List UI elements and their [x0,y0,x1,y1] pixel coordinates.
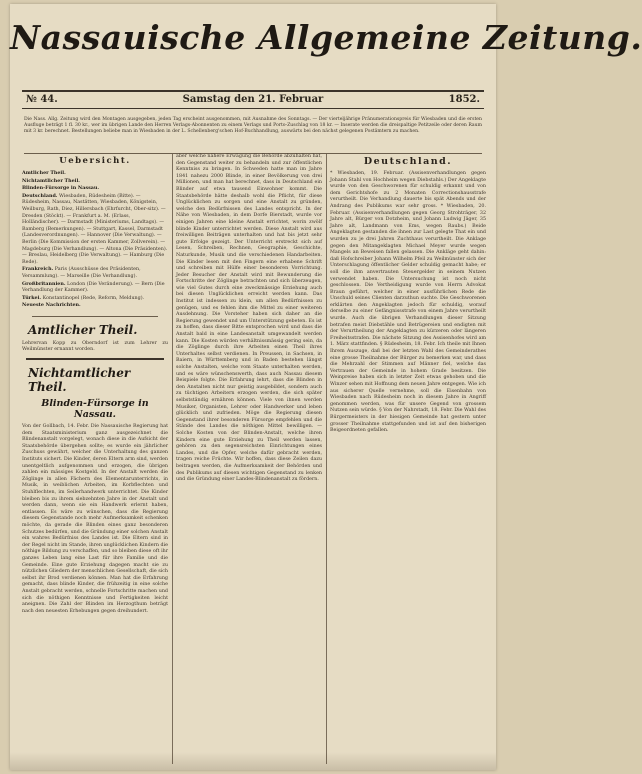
germany-news-text: * Wiesbaden, 19. Februar. (Assisenverhandlungen gegen Johann Stahl von Hochheim wegen Diebstahls.) Der Angeklagte wurde von den Geschworenen für schuldig erkannt und von dem Gerichtshofe zu 2 Monaten Correctionshausstrafe verurtheilt. Die Verhandlung dauerte bis spät Abends und der Andrang des Publikums war sehr gross. * Wiesbaden, 20. Februar. (Assisenverhandlungen gegen Georg Strohträger, 32 Jahre alt, Bürger von Dotzheim, und Johann Ludwig Jäger, 35 Jahre alt, Landmann von Ems, wegen Raubs.) Beide Angeklagten gestanden die ihnen zur Last gelegte That ein und wurden zu je drei Jahren Zuchthaus verurtheilt. Die Anklage gegen den Mitangeklagten Michael Meyer wurde wegen Mangels an Beweisen fallen gelassen. Die Ankläge geht dahin: daß Hofschreiber Johann Wilhelm Pfeil zu Weilmünster sich der Unterschlagung öffentlicher Gelder schuldig gemacht habe; er soll die ihm anvertrauten Steuergelder in seinem Nutzen verwendet haben. Die Untersuchung ist noch nicht geschlossen. Die Vertheidigung wurde von Herrn Advokat Braun geführt, welcher in einer ausführlichen Rede die Unschuld seines Clienten darzuthun suchte. Die Geschworenen erklärten den Angeklagten jedoch für schuldig, worauf derselbe zu einer Gefängnissstrafe von einem Jahre verurtheilt wurde. Auch die übrigen Verhandlungen dieser Sitzung betrafen meist Diebstähle und Betrügereien und endigten mit der Verurtheilung der Angeklagten zu kürzeren oder längeren Freiheitsstrafen. Die nächste Sitzung des Assisenhofes wird am 1. März stattfinden. § Rüdesheim, 18. Febr. Ich theile mit Ihnen Ihrem Auszuge, daß bei der letzten Wahl des Gemeinderathes eine grosse Theilnahme der Bürger zu bemerken war, und dass die Mehrzahl der Stimmen auf Männer fiel, welche das Vertrauen der Gemeinde in hohem Grade besitzen. Die Weinpreise haben sich in letzter Zeit etwas gehoben und die Winzer sehen mit Hoffnung dem neuen Jahre entgegen. Wie ich aus sicherer Quelle vernehme, soll die Eisenbahn von Wiesbaden nach Rüdesheim noch in diesem Jahre in Angriff genommen werden, was für unsere Gegend von grossem Nutzen sein würde. § Von der Nahrstadt, 18. Febr. Die Wahl des Bürgermeisters in der hiesigen Gemeinde hat gestern unter grosser Theilnahme stattgefunden und ist auf den bisherigen Beigeordneten gefallen. [330,171,486,434]
toc-entry-body: London (Die Veränderung). — Bern (Die Verhandlung der Kammer). [22,281,165,294]
dateline-bar [22,90,484,109]
column-3 [330,154,486,764]
issue-number: № 44. [26,94,58,105]
nonofficial-section-title: Nichtamtlicher Theil. [28,366,131,395]
toc-entry-title: Blinden-Fürsorge in Nassau. [22,185,100,192]
article-text: Von der Gollbach, 14. Febr. Die Nassauische Regierung hat dem Staatsministerium ganz ausgezeichnet die Blindenanstalt vorgelegt, wonach diese in die Aufsicht der Staatsbehörde übergehen sollte; es wurde ein jährlicher Zuschuss gewährt, welcher die Unterhaltung des ganzen Instituts sichert. Die Kinder, deren Eltern arm sind, werden unentgeltlich aufgenommen und erzogen, die übrigen zahlen ein mässiges Kostgeld. In der Anstalt werden die Zöglinge in allen Fächern des Elementarunterrichts, in Musik, in weiblichen Arbeiten, im Korbflechten und Stuhlflechten, im Seilerhandwerk unterrichtet. Die Kinder bleiben bis zu ihrem siebzehnten Jahre in der Anstalt und werden dann, wenn sie ein Handwerk erlernt haben, entlassen. Es wäre zu wünschen, dass die Regierung diesem Gegenstande noch mehr Aufmerksamkeit schenken möchte, da gerade die Blinden eines ganz besonderen Schutzes bedürfen, und die Gründung einer solchen Anstalt ein wahres Bedürfniss des Landes ist. Die Eltern sind in der Regel nicht im Stande, ihren unglücklichen Kindern die nöthige Bildung zu verschaffen, und so bleiben diese oft ihr ganzes Leben lang eine Last für ihre Familie und die Gemeinde. Eine gute Erziehung dagegen macht sie zu nützlichen Gliedern der menschlichen Gesellschaft, die sich selbst ihr Brod verdienen können. Man hat die Erfahrung gemacht, dass blinde Kinder, die frühzeitig in eine solche Anstalt gebracht werden, schnelle Fortschritte machen und sich die nöthigen Kenntnisse und Fertigkeiten leicht aneignen. Die Zahl der Blinden im Herzogthum beträgt nach den neuesten Erhebungen gegen dreihundert. [22,424,168,614]
toc-entry [22,185,168,193]
toc-entry-body: Wiesbaden, Rüdesheim (Bitte). — Rüdesheim, Nassau, Nastätten, Wiesbaden, Königstein, Weilburg, Rath, Diez, Hillersbach (Ehrfurcht, Ober-sitz). — Dresden (Stöckt). — Frankfurt a. M. (Erlass, Holländischer). — Darmstadt (Ministeriums, Landtags). — Bamberg (Bemerkungen). — Stuttgart, Kassel, Darmstadt (Landesverordnungen). — Hannover (Die Verwaltung). — Berlin (Die Kommission der ersten Kammer, Zollverein). — Magdeburg (Die Verhandlung). — Altona (Die Präsidenten). — Breslau, Heidelberg (Die Verwaltung). — Hamburg (Die Rede). [22,193,168,265]
column-rule-2 [326,154,327,764]
toc-entry [22,266,168,280]
toc-entry-body: Paris (Ausschüsse des Präsidenten, Versammlung). — Marseille (Die Verhandlung). [22,267,141,279]
column-2 [176,154,322,764]
toc-entry-title: Deutschland. [22,192,58,199]
toc-entry [22,193,168,267]
official-notice-text: Lehrervan Kopp zu Oberndorf ist zum Lehrer zu Weilmünster ernannt worden. [22,340,168,353]
table-of-contents [22,170,168,310]
toc-entry [22,295,168,303]
toc-entry [22,170,168,178]
column-rule-1 [172,154,173,764]
toc-entry-title: Großbritannien. [22,280,66,287]
column-1 [22,154,168,764]
article-continuation-text: aber welche nähere Erwägung die Behörde abzuhalten hat, den Gegenstand weiter zu behandeln und zur öffentlichen Kenntniss zu bringen. In Schweden hatte man im Jahre 1841 nahezu 2000 Blinde, in einer Bevölkerung von drei Millionen, und man hat berechnet, dass in Deutschland ein Blinder auf etwa tausend Einwohner kommt. Die Staatsbehörde hätte deshalb wohl die Pflicht, für diese Unglücklichen zu sorgen und eine Anstalt zu gründen, welche den Bedürfnissen des Landes entspricht. In der Nähe von Wiesbaden, in dem Dorfe Bierstadt, wurde vor einigen Jahren eine kleine Anstalt errichtet, worin zwölf blinde Kinder unterrichtet werden. Diese Anstalt wird aus freiwilligen Beiträgen unterhalten und hat bis jetzt sehr gute Erfolge gezeigt. Der Unterricht erstreckt sich auf Lesen, Schreiben, Rechnen, Geographie, Geschichte, Naturkunde, Musik und die verschiedenen Handarbeiten. Die Kinder lesen mit den Fingern eine erhabene Schrift und schreiben mit Hülfe einer besonderen Vorrichtung. Jeder Besucher der Anstalt wird mit Bewunderung die Fortschritte der Zöglinge betrachten und sich überzeugen, wie viel Gutes durch eine zweckmässige Erziehung auch bei diesen Unglücklichen erreicht werden kann. Das Institut ist indessen zu klein, um allen Bedürfnissen zu genügen, und es fehlen ihm die Mittel zu einer weiteren Ausdehnung. Die Vorsteher haben sich daher an die Regierung gewendet und um Unterstützung gebeten. Es ist zu hoffen, dass dieser Bitte entsprochen wird und dass die Anstalt bald in eine Landesanstalt umgewandelt werden kann. Die Kosten würden verhältnissmässig gering sein, da die Zöglinge durch ihre Arbeiten einen Theil ihres Unterhaltes selbst verdienen. In Preussen, in Sachsen, in Baiern, in Württemberg und in Baden bestehen längst solche Anstalten, welche vom Staate unterhalten werden, und es wäre wünschenswerth, dass auch Nassau diesem Beispiele folgte. Die Erfahrung lehrt, dass die Blinden in den Anstalten nicht nur geistig ausgebildet, sondern auch zu tüchtigen Arbeitern erzogen werden, die sich später selbstständig ernähren können. Viele von ihnen werden Musiker, Organisten, Lehrer oder Handwerker und leben glücklich und zufrieden. Möge die Regierung diesen Gegenstand ihrer besonderen Fürsorge empfehlen und die Stände des Landes die nöthigen Mittel bewilligen. — Solche Kosten von der Blinden-Anstalt, welche ihren Kindern eine gute Erziehung zu Theil werden lassen, gehören zu den segensreichsten Einrichtungen eines Landes, und die Opfer, welche dafür gebracht werden, tragen reiche Früchte. Wir hoffen, dass diese Zeilen dazu beitragen werden, die Aufmerksamkeit der Behörden und des Publikums auf diesen wichtigen Gegenstand zu lenken und die Gründung einer Landes-Blindenanstalt zu fördern. [176,154,322,483]
page-shadow [10,752,496,770]
newspaper-page [10,4,642,770]
issue-year: 1852. [448,94,480,105]
toc-entry-title: Türkei. [22,294,42,301]
overview-heading: Uebersicht. [59,156,131,166]
germany-section-heading: Deutschland. [363,156,453,167]
toc-entry-title: Nichtamtlicher Theil. [22,177,80,184]
toc-entry-title: Amtlicher Theil. [22,170,66,176]
masthead-title: Nassauische Allgemeine Zeitung. [10,18,642,57]
toc-entry [22,302,168,310]
toc-entry [22,281,168,295]
toc-entry-body: Konstantinopel (Rede, Reform, Meldung). [41,295,145,301]
toc-entry-title: Neueste Nachrichten. [22,302,81,309]
official-section-title: Amtlicher Theil. [28,322,138,337]
divider [26,358,164,360]
subscription-notice: Die Nass. Allg. Zeitung wird den Montagen ausgegeben, jeden Tag erscheint ausgenommen, mit Ausnahme des Sonntags. — Der vierteljährige Pränumerationspreis für Wiesbaden und die ersten Ausfluge beträgt 1 fl. 30 kr., wer im übrigen Lande den Herren Verlags-Abonnenten zu einem Verlags und Porto-Zuschlag von 18 kr. — Inserate werden die dreispaltige Petitzeile oder deren Raum mit 3 kr. berechnet. Bestellungen beliebe man in Wiesbaden in der L. Schellenberg'schen Hof-Buchhandlung, auswärts bei den nächst gelegenen Postämtern zu machen. [24,117,482,154]
toc-entry-title: Frankreich. [22,266,54,273]
divider [32,316,158,317]
issue-date: Samstag den 21. Februar [182,94,324,105]
article-title: Blinden-Fürsorge in Nassau. [41,398,149,421]
